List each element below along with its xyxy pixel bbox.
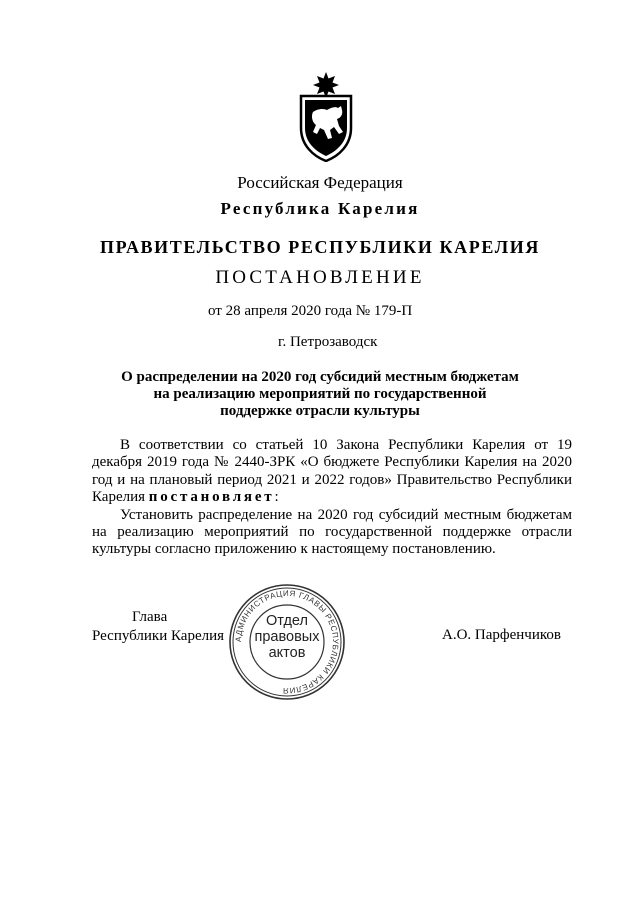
coat-of-arms-icon — [297, 72, 355, 162]
republic-name: Республика Карелия — [220, 199, 420, 218]
signer-name: А.О. Парфенчиков — [442, 627, 561, 643]
body-paragraph — [92, 437, 572, 507]
operative-word: постановляет — [148, 489, 275, 506]
document-type: ПОСТАНОВЛЕНИЕ — [215, 267, 425, 288]
city: г. Петрозаводск — [278, 334, 378, 350]
stamp-ring-text: АДМИНИСТРАЦИЯ ГЛАВЫ РЕСПУБЛИКИ КАРЕЛИЯ — [233, 588, 341, 696]
document-body — [92, 437, 572, 559]
document-subject — [120, 369, 520, 420]
body-paragraph: Установить распределение на 2020 год субсидий местным бюджетам на реализацию мероприятий по государственной поддержке отрасли культуры согласно приложению к настоящему постановлению. — [92, 506, 572, 558]
paragraph-text: В соответствии со статьей 10 Закона Республики Карелия от 19 декабря 2019 года № 2440-ЗРК «О бюджете Республики Карелия на 2020 год и на плановый период 2021 и 2022 годов» Правительство Республики Карелия — [92, 437, 572, 506]
signatory-title-line: Глава — [132, 609, 168, 625]
issuing-authority: ПРАВИТЕЛЬСТВО РЕСПУБЛИКИ КАРЕЛИЯ — [100, 237, 540, 257]
stamp-line: Отдел — [266, 613, 308, 629]
stamp-line: правовых — [254, 629, 320, 645]
decree-date-number: от 28 апреля 2020 года № 179-П — [208, 303, 413, 319]
subject-line: О распределении на 2020 год субсидий местным бюджетам — [121, 369, 519, 385]
subject-line: на реализацию мероприятий по государственной — [153, 386, 487, 402]
stamp-center-text — [228, 613, 346, 661]
signatory-title — [92, 608, 224, 646]
signatory-title-line: Республики Карелия — [92, 628, 225, 644]
country-name: Российская Федерация — [237, 173, 403, 192]
subject-line: поддержке отрасли культуры — [220, 403, 420, 419]
paragraph-tail: : — [274, 489, 279, 506]
stamp-line: актов — [268, 645, 306, 661]
